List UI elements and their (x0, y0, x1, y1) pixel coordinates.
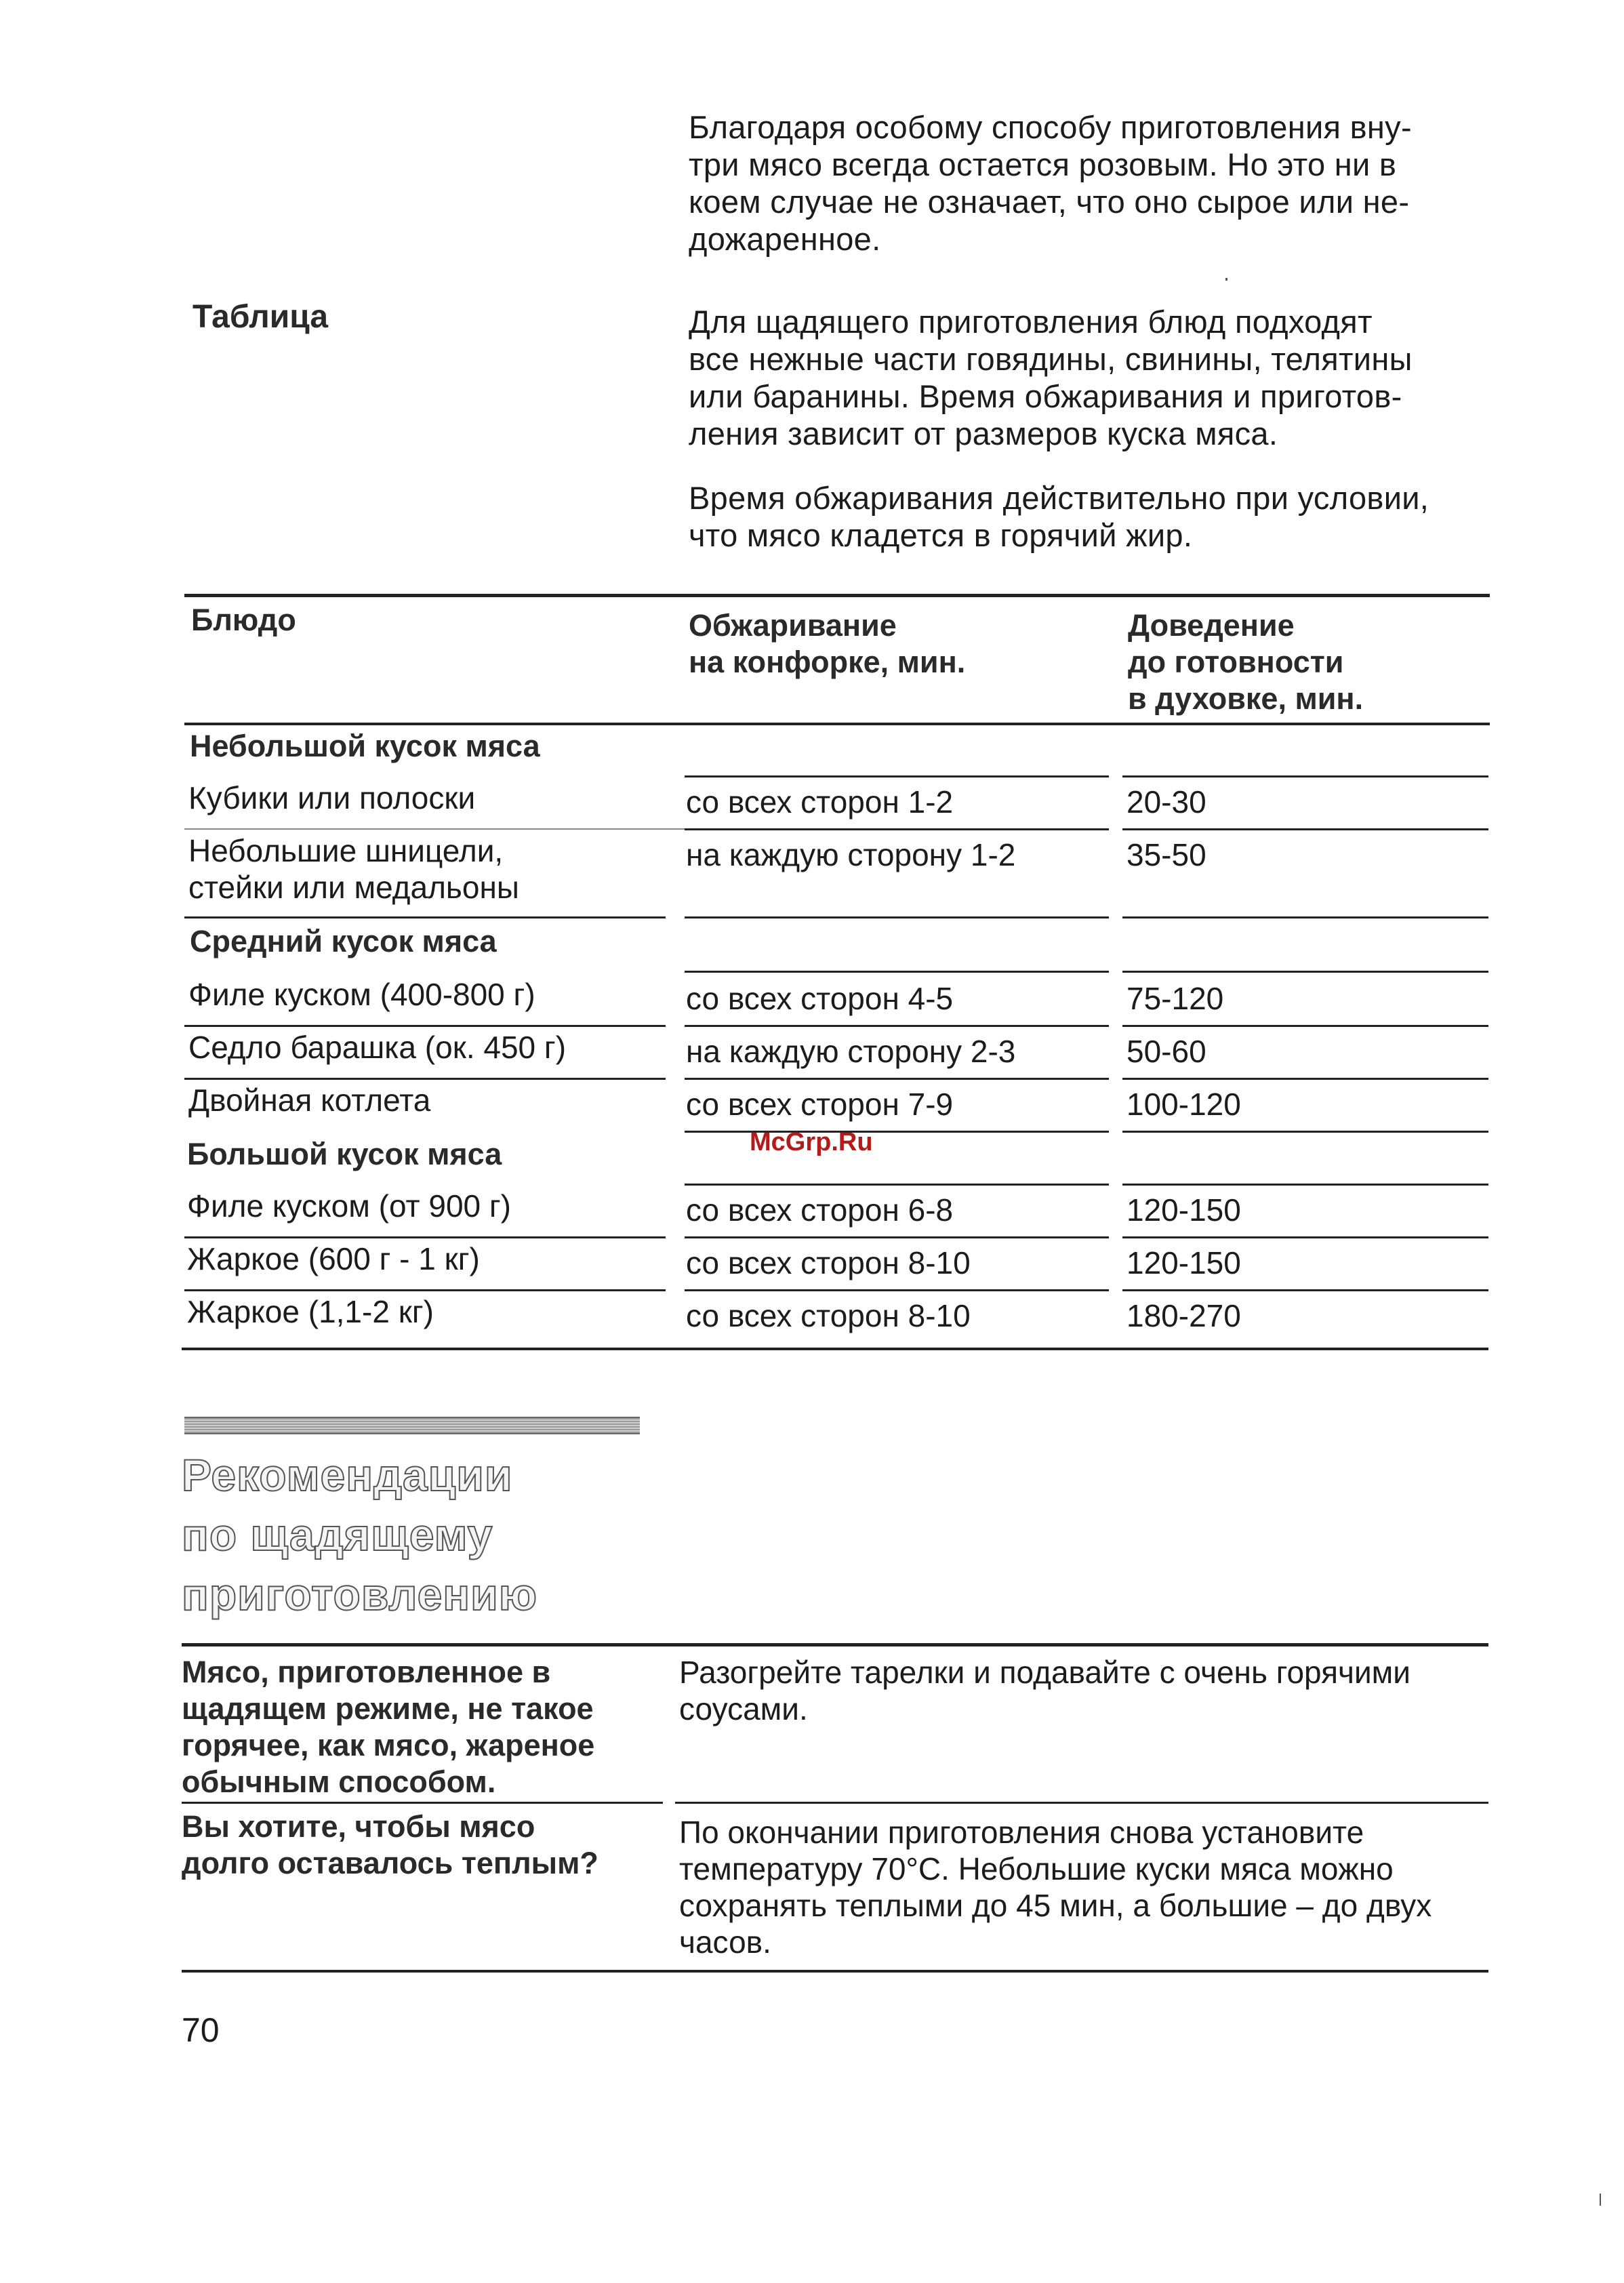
tip-answer (679, 1654, 1493, 1727)
question-line: горячее, как мясо, жареное (182, 1728, 595, 1762)
heading-line: приготовлению (182, 1569, 538, 1619)
table-row-dish: Кубики или полоски (188, 780, 476, 815)
page-number: 70 (182, 2011, 220, 2049)
table-row-oven: 180-270 (1126, 1298, 1241, 1333)
cell-rule (685, 775, 1109, 777)
answer-line: Разогрейте тарелки и подавайте с очень горячими (679, 1655, 1411, 1690)
cell-rule (184, 1289, 666, 1291)
question-line: Мясо, приготовленное в (182, 1655, 551, 1689)
cell-rule (1122, 971, 1488, 973)
group-title: Большой кусок мяса (187, 1137, 502, 1171)
table-row-oven: 75-120 (1126, 981, 1224, 1016)
cell-rule (1122, 1131, 1488, 1133)
table-top-rule (184, 594, 1490, 597)
cell-rule (1122, 828, 1488, 830)
cell-rule (1122, 1078, 1488, 1080)
table-row-sear: со всех сторон 7-9 (686, 1087, 954, 1122)
cell-rule (685, 828, 1109, 830)
tip-answer (679, 1814, 1493, 1960)
cell-rule (1122, 1289, 1488, 1291)
table-row-sear: со всех сторон 4-5 (686, 981, 954, 1016)
table-row-dish: Филе куском (400-800 г) (188, 977, 535, 1012)
cell-rule (685, 1184, 1109, 1186)
cell-rule (685, 916, 1109, 918)
scan-speck (1600, 2194, 1601, 2206)
header-line: до готовности (1128, 645, 1344, 679)
tips-row-rule (182, 1802, 663, 1804)
question-line: Вы хотите, чтобы мясо (182, 1809, 535, 1844)
table-bottom-rule (182, 1348, 1488, 1350)
table-row-dish: Жаркое (600 г - 1 кг) (187, 1241, 480, 1276)
side-heading-table: Таблица (192, 299, 329, 335)
answer-line: По окончании приготовления снова установите (679, 1815, 1364, 1850)
table-row-dish (188, 832, 519, 906)
cell-rule (1122, 1236, 1488, 1238)
intro-paragraph-2 (689, 303, 1499, 452)
header-sear (689, 607, 965, 681)
watermark: McGrp.Ru (750, 1128, 873, 1156)
header-oven (1128, 607, 1363, 717)
text-line: что мясо кладется в горячий жир. (689, 517, 1193, 553)
answer-line: соусами. (679, 1691, 808, 1726)
table-row-sear: со всех сторон 6-8 (686, 1192, 954, 1228)
cell-rule (685, 1025, 1109, 1027)
cell-rule (184, 1236, 666, 1238)
table-row-sear: со всех сторон 8-10 (686, 1298, 971, 1333)
heading-line: Рекомендации (182, 1450, 513, 1500)
text-line: Время обжаривания действительно при условии, (689, 480, 1429, 516)
text-line: Благодаря особому способу приготовления вну- (689, 109, 1412, 145)
cell-rule (685, 1289, 1109, 1291)
group-title: Средний кусок мяса (190, 924, 497, 958)
table-row-oven: 100-120 (1126, 1087, 1241, 1122)
table-row-oven: 20-30 (1126, 784, 1206, 820)
question-line: обычным способом. (182, 1764, 496, 1799)
text-line: или баранины. Время обжаривания и приготов- (689, 378, 1402, 414)
scan-speck (1225, 278, 1227, 281)
tips-bottom-rule (182, 1970, 1488, 1973)
table-row-oven: 50-60 (1126, 1034, 1206, 1069)
header-line: в духовке, мин. (1128, 681, 1364, 716)
answer-line: температуру 70°C. Небольшие куски мяса можно (679, 1851, 1394, 1886)
cell-rule (184, 1078, 666, 1080)
section-heading (182, 1445, 697, 1624)
header-line: на конфорке, мин. (689, 645, 966, 679)
cell-rule (184, 1025, 666, 1027)
answer-line: часов. (679, 1924, 771, 1960)
cell-rule (1122, 775, 1488, 777)
text-line: три мясо всегда остается розовым. Но это ни в (689, 146, 1397, 182)
text-line: ления зависит от размеров куска мяса. (689, 416, 1278, 451)
heading-line: по щадящему (182, 1510, 493, 1560)
section-heading-bar (184, 1417, 640, 1434)
table-row-oven: 120-150 (1126, 1192, 1241, 1228)
table-row-dish: Жаркое (1,1-2 кг) (187, 1294, 434, 1329)
cell-rule (1122, 1184, 1488, 1186)
text-line: все нежные части говядины, свинины, телятины (689, 341, 1413, 377)
cell-rule (685, 971, 1109, 973)
text-line: Для щадящего приготовления блюд подходят (689, 304, 1373, 340)
cell-rule (184, 916, 666, 918)
table-row-dish: Двойная котлета (188, 1083, 431, 1118)
text-line: дожаренное. (689, 221, 881, 257)
table-row-sear: на каждую сторону 1-2 (686, 837, 1016, 872)
header-dish: Блюдо (191, 603, 296, 637)
table-row-dish: Седло барашка (ок. 450 г) (188, 1030, 567, 1065)
cell-rule (1122, 916, 1488, 918)
question-line: щадящем режиме, не такое (182, 1691, 594, 1726)
group-title: Небольшой кусок мяса (190, 729, 540, 763)
header-line: Обжаривание (689, 608, 897, 643)
intro-paragraph-1 (689, 108, 1499, 258)
intro-paragraph-3 (689, 479, 1499, 554)
answer-line: сохранять теплыми до 45 мин, а большие – до двух (679, 1888, 1432, 1923)
text-line: коем случае не означает, что оно сырое или не- (689, 184, 1410, 220)
table-row-oven: 35-50 (1126, 837, 1206, 872)
cell-rule (685, 1131, 1109, 1133)
cell-rule (685, 1078, 1109, 1080)
tips-row-rule (675, 1802, 1488, 1804)
table-row-sear: на каждую сторону 2-3 (686, 1034, 1016, 1069)
dish-line: стейки или медальоны (188, 870, 519, 905)
header-line: Доведение (1128, 608, 1295, 643)
row-rule (184, 828, 685, 830)
question-line: долго оставалось теплым? (182, 1846, 598, 1880)
cell-rule (1122, 1025, 1488, 1027)
tip-question (182, 1809, 663, 1882)
table-row-oven: 120-150 (1126, 1245, 1241, 1280)
table-row-dish: Филе куском (от 900 г) (187, 1188, 511, 1224)
table-row-sear: со всех сторон 8-10 (686, 1245, 971, 1280)
dish-line: Небольшие шницели, (188, 833, 504, 868)
tips-top-rule (182, 1643, 1488, 1646)
tip-question (182, 1654, 663, 1800)
cell-rule (685, 1236, 1109, 1238)
header-bottom-rule (184, 723, 1490, 725)
table-row-sear: со всех сторон 1-2 (686, 784, 954, 820)
